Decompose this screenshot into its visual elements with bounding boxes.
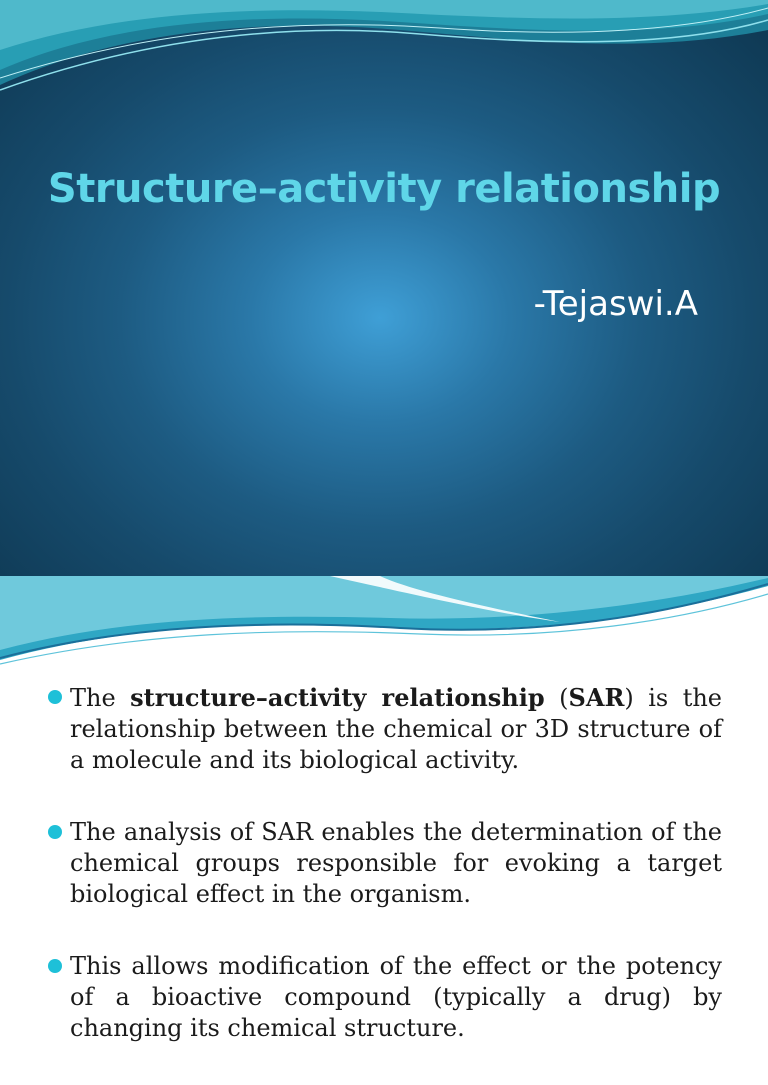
bullet-1-abbr: SAR [568, 683, 625, 712]
bullet-1-term: structure–activity relationship [130, 683, 545, 712]
bullet-1-post: ) is the relationship between the chemical or 3D structure of a molecule and its biological activity. [70, 684, 723, 774]
list-item [48, 682, 722, 776]
bullet-1-mid: ( [544, 684, 569, 712]
content-slide [0, 576, 768, 1042]
wave-decoration-top [0, 0, 768, 110]
bullet-list [48, 682, 722, 1085]
list-item [48, 951, 722, 1044]
bullet-2-text: The analysis of SAR enables the determination of the chemical groups responsible for evoking a target biological effect in the organism. [70, 818, 722, 908]
bullet-dot-icon [48, 690, 62, 704]
wave-decoration-mid [0, 576, 768, 666]
bullet-dot-icon [48, 825, 62, 839]
slide-title: Structure–activity relationship [47, 166, 721, 212]
author-name: -Tejaswi.A [533, 284, 698, 324]
bullet-dot-icon [48, 959, 62, 973]
list-item [48, 817, 722, 910]
bullet-3-text: This allows modification of the effect or the potency of a bioactive compound (typically a drug) by changing its chemical structure. [70, 952, 722, 1042]
bullet-1-pre: The [70, 684, 131, 712]
